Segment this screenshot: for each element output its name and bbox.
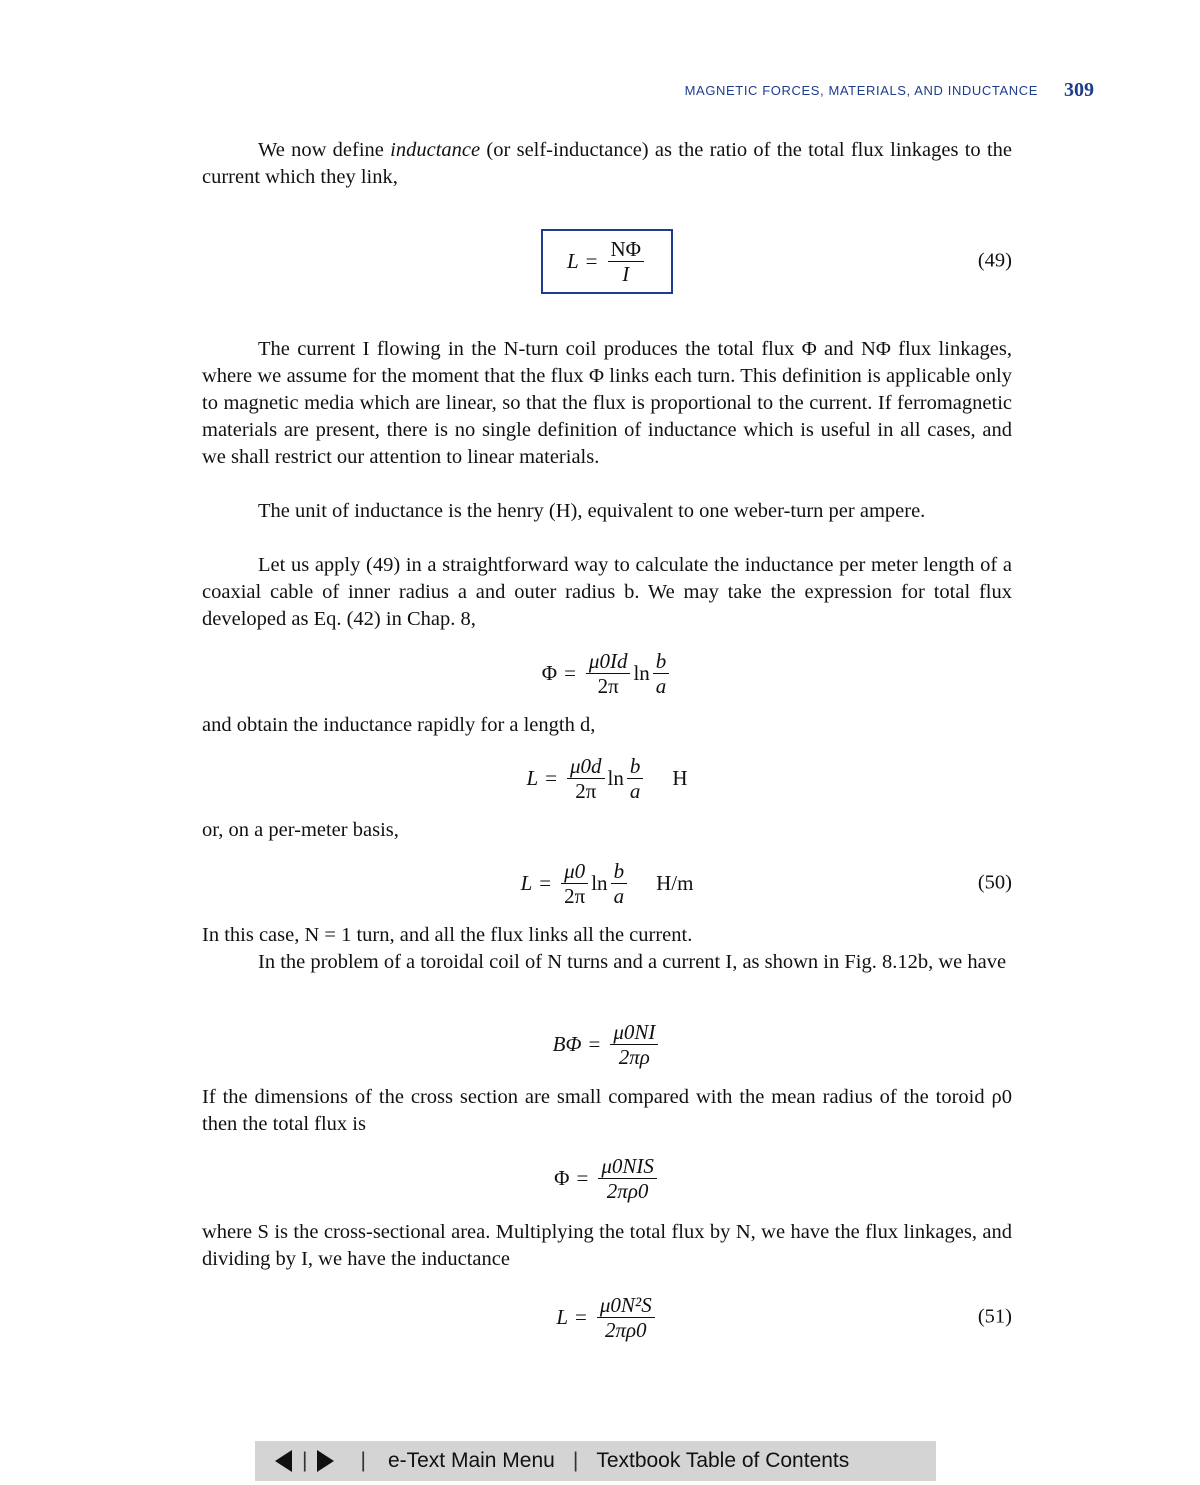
boxed-equation: L = $\frac{N\Phi}{I}$ xyxy=(541,229,673,294)
paragraph-cross-section: If the dimensions of the cross section are small compared with the mean radius of the toroid ρ0 then the total flux is xyxy=(202,1086,1012,1135)
nav-separator: | xyxy=(360,1449,366,1472)
equation-coax-flux: Φ = $\frac{\mu 0Id}{2\pi}$ ln $\frac{b}{a}$ xyxy=(202,644,1012,702)
paragraph-toroidal-coil: In the problem of a toroidal coil of N turns and a current I, as shown in Fig. 8.12b, we have xyxy=(258,951,1007,973)
equation-50: L = $\frac{\mu 0}{2\pi}$ ln $\frac{b}{a}$ H/m (50) xyxy=(520,858,1012,908)
paragraph-per-meter: or, on a per-meter basis, xyxy=(202,819,399,841)
nav-separator: | xyxy=(572,1449,579,1472)
paragraph-coaxial-cable: Let us apply (49) in a straightforward way to calculate the inductance per meter length of a coaxial cable of inner radius a and outer radius b. We may take the expression for total flux developed as Eq. (42) in Chap. 8, xyxy=(202,554,1012,630)
equation-51: L = $\frac{\text{μ0N²S}}{2\pi\rho 0}$ (51) xyxy=(556,1292,1012,1342)
paragraph-obtain-inductance: and obtain the inductance rapidly for a length d, xyxy=(202,714,596,736)
equation-toroid-flux: Φ = $\frac{\text{μ0NIS}}{2\pi\rho 0}$ xyxy=(202,1149,1012,1207)
paragraph-cross-sectional-area: where S is the cross-sectional area. Multiplying the total flux by N, we have the flux linkages, and dividing by I, we have the inductance xyxy=(202,1221,1012,1270)
equation-49 xyxy=(202,232,1012,290)
paragraph-current-flux: The current I flowing in the N-turn coil produces the total flux Φ and NΦ flux linkages, where we assume for the moment that the flux Φ links each turn. This definition is applicable only to magnetic media which are linear, so that the flux is proportional to the current. If ferromagnetic materials are present, there is no single definition of inductance which is useful in all cases, and we shall restrict our attention to linear materials. xyxy=(202,338,1012,468)
equation-number-50: (50) xyxy=(977,871,1012,894)
navigation-bar xyxy=(255,1441,936,1481)
paragraph-henry-unit: The unit of inductance is the henry (H), equivalent to one weber-turn per ampere. xyxy=(258,500,926,522)
page-header xyxy=(0,79,1094,102)
equation-coax-inductance: L = $\frac{\mu 0d}{2\pi}$ ln $\frac{b}{a}$ H xyxy=(526,753,688,803)
previous-page-arrow-icon[interactable] xyxy=(275,1450,292,1472)
running-head: MAGNETIC FORCES, MATERIALS, AND INDUCTANCE xyxy=(684,83,1038,98)
equation-number-49: (49) xyxy=(977,249,1012,272)
paragraph-one-turn: In this case, N = 1 turn, and all the flux links all the current. xyxy=(202,924,693,946)
next-page-arrow-icon[interactable] xyxy=(317,1450,334,1472)
paragraph-definition: We now define inductance (or self-inductance) as the ratio of the total flux linkages to the current which they link, xyxy=(202,139,1012,188)
equation-toroid-field: BΦ = $\frac{\mu 0NI}{2\pi\rho}$ xyxy=(202,1015,1012,1073)
equation-number-51: (51) xyxy=(977,1305,1012,1328)
table-of-contents-link[interactable]: Textbook Table of Contents xyxy=(596,1449,850,1472)
nav-separator: | xyxy=(302,1449,308,1472)
page-number: 309 xyxy=(1064,79,1094,101)
etext-main-menu-link[interactable]: e-Text Main Menu xyxy=(387,1449,555,1472)
